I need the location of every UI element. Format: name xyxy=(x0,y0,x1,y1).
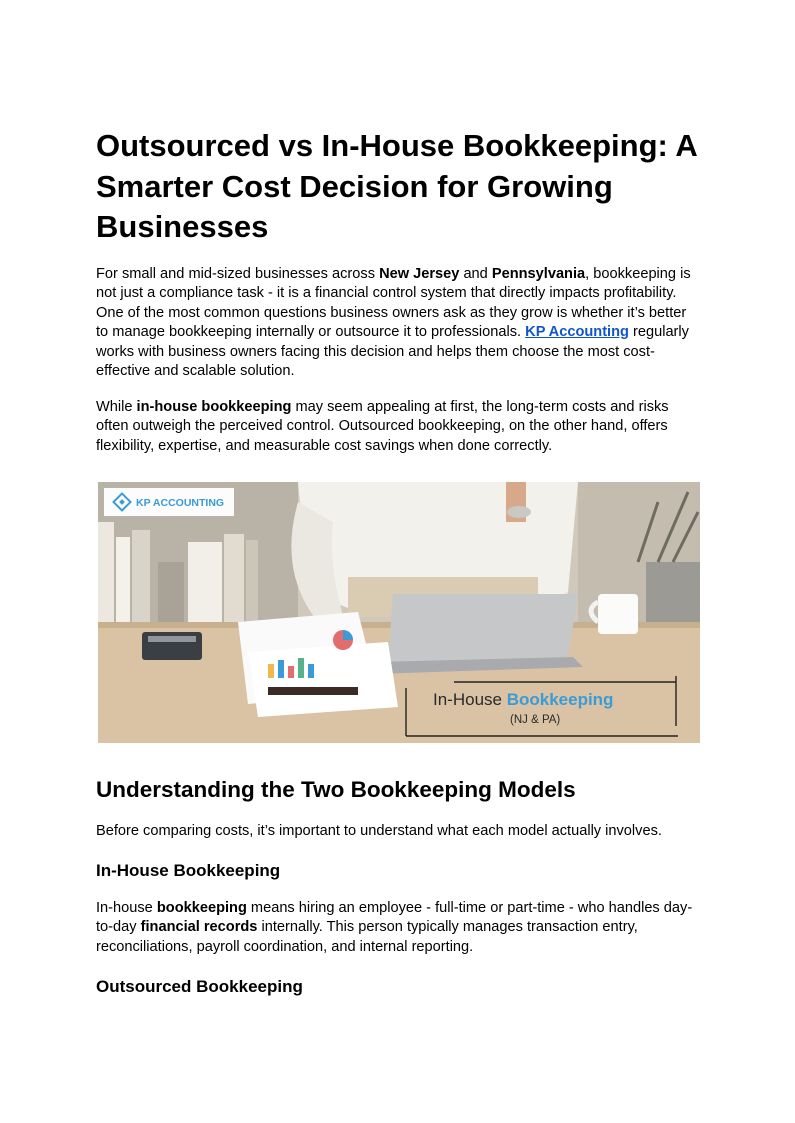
caption-subtitle: (NJ & PA) xyxy=(510,714,561,726)
hero-image xyxy=(98,482,700,743)
intro-text-4: regularly works with business owners facing this decision and helps them choose the most cost-effective and scalable solution. xyxy=(96,324,689,380)
intro-bold-new-jersey: New Jersey xyxy=(379,266,460,282)
caption-title xyxy=(433,690,613,709)
intro-bold-pennsylvania: Pennsylvania xyxy=(491,266,586,282)
subheading-outsourced: Outsourced Bookkeeping xyxy=(96,977,303,996)
kp-accounting-logo xyxy=(104,488,234,516)
intro-text-1: For small and mid-sized businesses across xyxy=(96,266,380,282)
inhouse-bold-bookkeeping: bookkeeping xyxy=(156,900,247,916)
intro-paragraph xyxy=(96,265,700,381)
second-paragraph xyxy=(96,398,700,456)
calculator xyxy=(142,632,202,660)
hero-illustration xyxy=(98,482,700,743)
subheading-inhouse: In-House Bookkeeping xyxy=(96,861,281,880)
intro-text-2: and xyxy=(459,266,492,282)
para2-bold-inhouse: in-house bookkeeping xyxy=(136,399,292,415)
image-caption-box xyxy=(406,676,678,737)
inhouse-bold-financial-records: financial records xyxy=(140,919,258,936)
coffee-cup xyxy=(591,594,638,634)
kp-accounting-link[interactable]: KP Accounting xyxy=(525,324,629,341)
para2-text-2: may seem appealing at first, the long-term costs and risks often outweigh the perceived control. Outsourced bookkeeping, on the other hand, offers flexibility, expertise, and measurable cost savings when done correctly. xyxy=(96,399,669,454)
para2-text-1: While xyxy=(96,399,137,415)
logo-text: KP ACCOUNTING xyxy=(136,497,225,509)
article-title: Outsourced vs In-House Bookkeeping: A Smarter Cost Decision for Growing Businesses xyxy=(96,128,697,244)
laptop xyxy=(373,594,583,674)
intro-text-3: , bookkeeping is not just a compliance task - it is a financial control system that directly impacts profitability. One of the most common questions business owners ask as they grow is whether it’s better to manage bookkeeping internally or outsource it to professionals. xyxy=(96,266,691,341)
section-intro-text: Before comparing costs, it’s important to understand what each model actually involves. xyxy=(96,823,662,839)
caption-highlight: Bookkeeping xyxy=(506,690,614,709)
caption-prefix: In-House xyxy=(433,690,507,709)
inhouse-text-3: internally. This person typically manages transaction entry, reconciliations, payroll coordination, and internal reporting. xyxy=(96,919,638,955)
inhouse-text-2: means hiring an employee - full-time or part-time - who handles day-to-day xyxy=(96,900,693,936)
inhouse-paragraph xyxy=(96,899,700,957)
inhouse-text-1: In-house xyxy=(96,900,157,916)
section-heading-models: Understanding the Two Bookkeeping Models xyxy=(96,777,576,802)
